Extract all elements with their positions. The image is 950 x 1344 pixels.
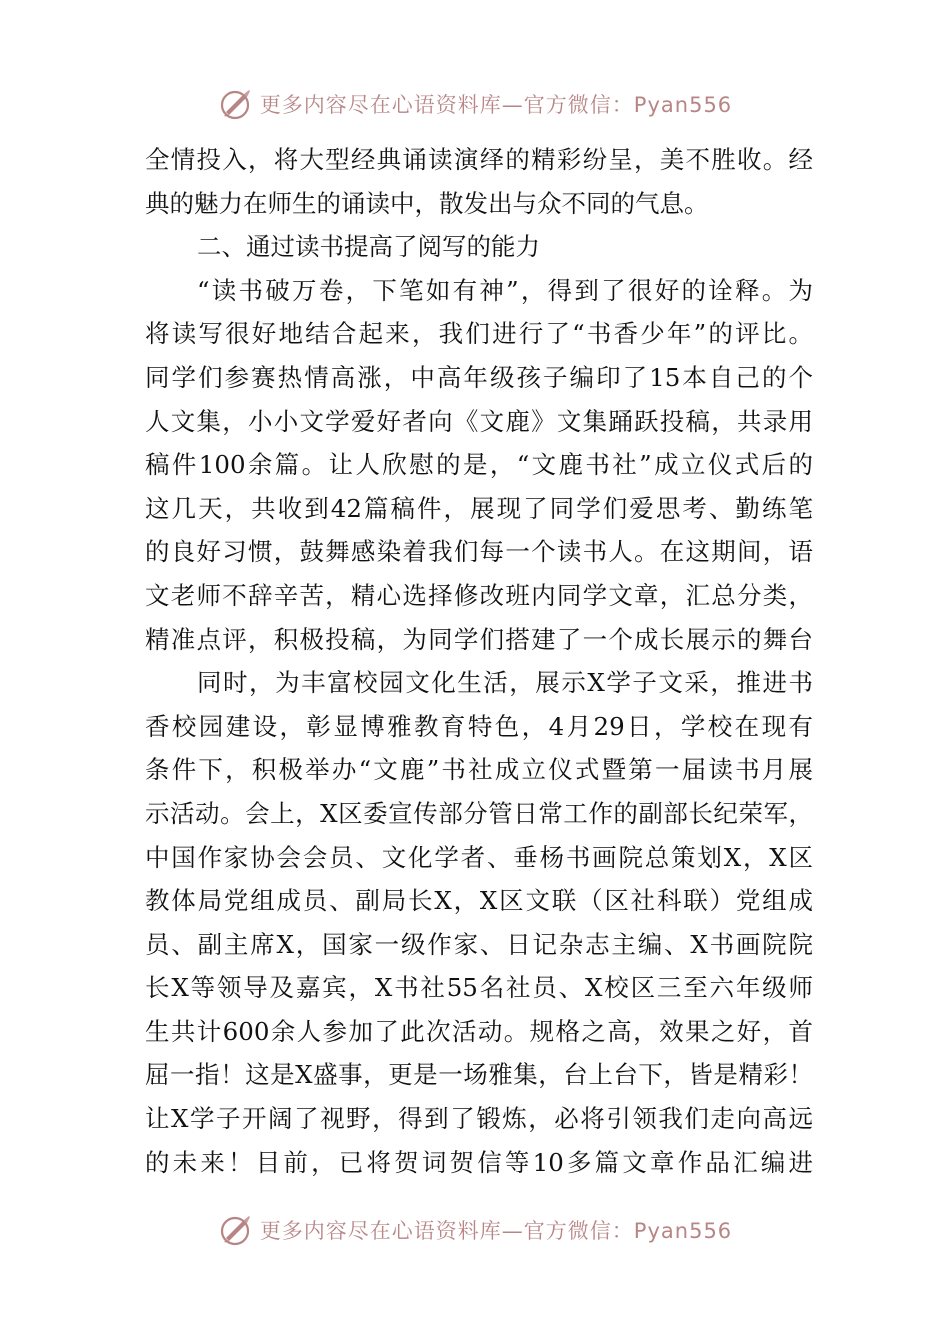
text-line: 长X等领导及嘉宾，X书社55名社员、X校区三至六年级师 xyxy=(145,973,813,1003)
text-line: 这几天，共收到42篇稿件，展现了同学们爱思考、勤练笔 xyxy=(145,493,813,523)
text-line: 人文集，小小文学爱好者向《文鹿》文集踊跃投稿，共录用 xyxy=(145,406,813,436)
text-line: 全情投入，将大型经典诵读演绎的精彩纷呈，美不胜收。经 xyxy=(145,145,813,174)
watermark-text: 更多内容尽在心语资料库—官方微信：Pyan556 xyxy=(259,93,733,117)
watermark-text: 更多内容尽在心语资料库—官方微信：Pyan556 xyxy=(259,1219,733,1243)
text-line: 二、通过读书提高了阅写的能力 xyxy=(197,232,540,262)
text-line: 的未来！目前，已将贺词贺信等10多篇文章作品汇编进 xyxy=(145,1147,813,1177)
text-line: 典的魅力在师生的诵读中，散发出与众不同的气息。 xyxy=(145,188,709,218)
document-body xyxy=(145,138,813,1184)
text-line: 示活动。会上，X区委宣传部分管日常工作的副部长纪荣军， xyxy=(145,798,813,828)
text-line: 文老师不辞辛苦，精心选择修改班内同学文章，汇总分类， xyxy=(145,580,813,610)
pen-brush-logo-icon xyxy=(218,1212,254,1248)
text-line: 稿件100余篇。让人欣慰的是，“文鹿书社”成立仪式后的 xyxy=(145,450,813,480)
text-line: 教体局党组成员、副局长X，X区文联（区社科联）党组成 xyxy=(145,886,813,916)
watermark-banner-bottom xyxy=(0,1208,950,1252)
text-line: “读书破万卷，下笔如有神”，得到了很好的诠释。为 xyxy=(197,275,813,305)
text-line: 将读写很好地结合起来，我们进行了“书香少年”的评比。 xyxy=(145,319,813,349)
text-line: 同时，为丰富校园文化生活，展示X学子文采，推进书 xyxy=(197,668,813,698)
text-line: 屈一指！这是X盛事，更是一场雅集，台上台下，皆是精彩！ xyxy=(145,1060,813,1090)
watermark-banner-top xyxy=(0,82,950,126)
text-line: 香校园建设，彰显博雅教育特色，4月29日，学校在现有 xyxy=(145,711,813,741)
text-line: 生共计600余人参加了此次活动。规格之高，效果之好，首 xyxy=(145,1016,813,1046)
text-line: 条件下，积极举办“文鹿”书社成立仪式暨第一届读书月展 xyxy=(145,755,813,785)
text-line: 的良好习惯，鼓舞感染着我们每一个读书人。在这期间，语 xyxy=(145,537,813,567)
text-line: 中国作家协会会员、文化学者、垂杨书画院总策划X，X区 xyxy=(145,842,813,872)
pen-brush-logo-icon xyxy=(218,86,254,122)
text-line: 同学们参赛热情高涨，中高年级孩子编印了15本自己的个 xyxy=(145,362,813,392)
text-line: 让X学子开阔了视野，得到了锻炼，必将引领我们走向高远 xyxy=(145,1104,813,1134)
text-line: 精准点评，积极投稿，为同学们搭建了一个成长展示的舞台 xyxy=(145,624,813,654)
text-line: 员、副主席X，国家一级作家、日记杂志主编、X书画院院 xyxy=(145,929,813,959)
